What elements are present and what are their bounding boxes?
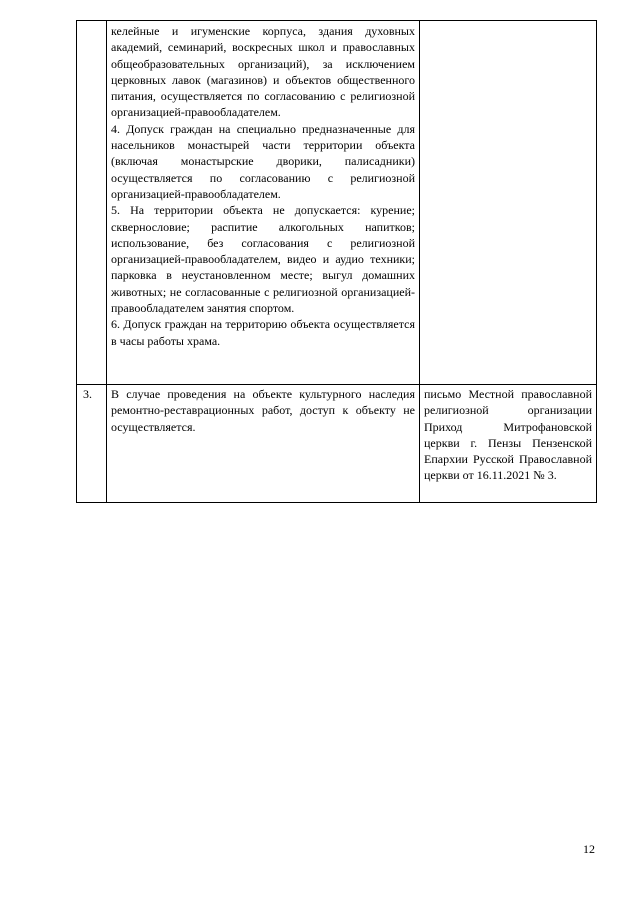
row-number-cell xyxy=(77,21,107,385)
table-row xyxy=(77,21,597,385)
page-number: 12 xyxy=(583,842,595,856)
requirement-text-cell xyxy=(107,385,420,503)
row-number-cell: 3. xyxy=(77,385,107,503)
requirements-table xyxy=(76,20,597,503)
requirement-paragraph: 6. Допуск граждан на территорию объекта осуществляется в часы работы храма. xyxy=(111,317,415,348)
source-cell xyxy=(420,385,597,503)
source-cell xyxy=(420,21,597,385)
requirement-paragraph: 5. На территории объекта не допускается: курение; сквернословие; распитие алкогольных напитков; использование, без согласования с религиозной организацией-правообладателем, видео и аудио техники; парковка в неустановленном месте; выгул домашних животных; не согласованные с религиозной организацией-правообладателем занятия спортом. xyxy=(111,203,415,316)
requirement-text-cell xyxy=(107,21,420,385)
requirement-paragraph: В случае проведения на объекте культурного наследия ремонтно-реставрационных работ, доступ к объекту не осуществляется. xyxy=(111,387,415,434)
requirement-paragraph: 4. Допуск граждан на специально предназначенные для насельников монастырей части территории объекта (включая монастырские дворики, палисадники) осуществляется по согласованию с религиозной организацией-правообладателем. xyxy=(111,121,415,201)
table-row xyxy=(77,385,597,503)
requirement-paragraph: келейные и игуменские корпуса, здания духовных академий, семинарий, воскресных школ и православных общеобразовательных организаций), за исключением церковных лавок (магазинов) и объектов общественного питания, осуществляется по согласованию с религиозной организацией-правообладателем. xyxy=(111,24,415,120)
source-text: письмо Местной православной религиозной организации Приход Митрофановской церкви г. Пензы Пензенской Епархии Русской Православной церкви от 16.11.2021 № 3. xyxy=(424,387,592,483)
